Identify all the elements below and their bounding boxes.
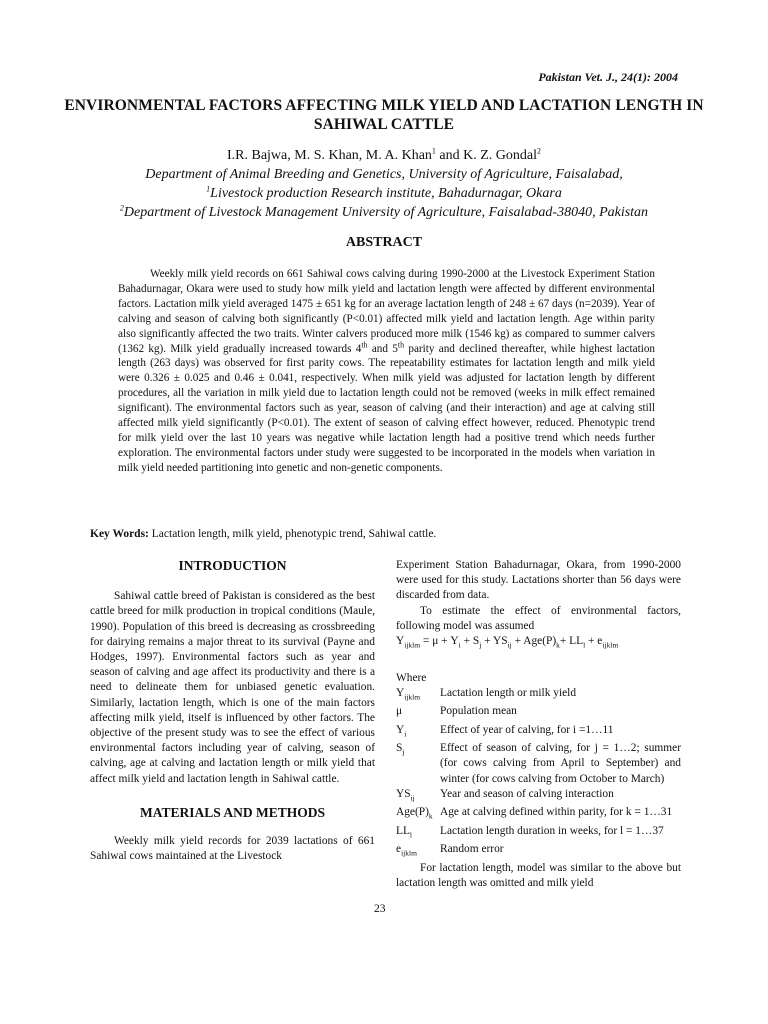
definition-row [396,686,681,704]
introduction-heading: INTRODUCTION [178,558,287,573]
abstract-text-3: parity and declined thereafter, while highest lactation length (263 days) was observed for first parity cows. The repeatability estimates for lactation length and milk yield were 0.326 ± 0.025 and 0.46 ± 0.041, respectively. When milk yield was adjusted for lactation length by different procedures, all the variation in milk yield due to lactation length could not be removed (weeks in milk effect remained significant). The environmental factors such as year, season of calving (and their interaction) and age at calving still affected milk yield significantly (P<0.01). The extent of season of calving effect however, reduced. Phenotypic trend for milk yield over the last 10 years was negative while lactation length had a positive trend which needs further exploration. The environmental factors under study were suggested to be incorporated in the models when variation in milk yield needed partitioning into genetic and non-genetic components. [118,342,656,474]
eq-ij-sub: ij [507,640,512,650]
definition-text: Lactation length duration in weeks, for l = 1…37 [440,824,664,837]
abstract-sup-th-2: th [397,339,405,349]
authors-part-2: and K. Z. Gondal [435,148,538,163]
eq-i-sub: i [458,640,461,650]
eq-part-1: = μ + Y [420,635,459,648]
eq-k-sub: k [556,640,560,650]
definition-row [396,842,681,860]
journal-citation: Pakistan Vet. J., 24(1): 2004 [538,70,678,84]
abstract-heading: ABSTRACT [345,235,423,250]
eq-j-sub: j [479,640,482,650]
definition-symbol: $S_j$ [396,742,405,757]
definition-symbol: $e_{ijklm}$ [396,843,417,858]
definition-text: Population mean [440,705,517,718]
definition-list [396,686,681,861]
affiliation-1-text: Livestock production Research institute, Bahadurnagar, Okara [210,186,562,201]
right-column [396,558,681,891]
definition-row [396,787,681,805]
author-affil-sup-1: 1 [431,146,436,156]
paper-title: ENVIRONMENTAL FACTORS AFFECTING MILK YIELD AND LACTATION LENGTH IN SAHIWAL CATTLE [64,97,704,133]
methods-paragraph-2: To estimate the effect of environmental factors, following model was assumed [396,604,681,632]
definition-text: Lactation length or milk yield [440,686,577,699]
eq-part-2: + S [460,635,480,648]
abstract-body [118,267,655,476]
author-list [60,146,708,165]
eq-e-sub: ijklm [602,640,619,650]
eq-y: Y [396,635,405,648]
definition-row [396,805,681,823]
methods-heading: MATERIALS AND METHODS [139,804,326,820]
eq-part-4: + Age(P) [511,635,557,648]
author-affil-sup-2: 2 [537,146,542,156]
definition-row [396,741,681,787]
eq-part-3: + YS [481,635,508,648]
definition-symbol: $Y_i$ [396,723,407,738]
left-column [90,558,375,864]
definition-row [396,704,681,722]
model-equation [396,634,681,652]
eq-part-5: + LL [559,635,584,648]
where-label: Where [396,671,427,684]
definition-text: Random error [440,843,504,856]
affiliation-1 [40,184,728,203]
definition-text: Effect of year of calving, for i =1…11 [440,723,614,736]
authors-part-1: I.R. Bajwa, M. S. Khan, M. A. Khan [226,148,432,163]
abstract-sup-th-1: th [361,339,368,349]
affiliation-2-text: Department of Livestock Management University of Agriculture, Faisalabad-38040, Pakistan [123,205,649,220]
definition-row [396,824,681,842]
abstract-text-2: and 5 [367,342,398,355]
definition-text: Year and season of calving interaction [440,787,614,800]
abstract-text-1: Weekly milk yield records on 661 Sahiwal cows calving during 1990-2000 at the Livestock Experiment Station Bahadurnagar, Okara were used to study how milk yield and lactation length were affected by different environmental factors. Lactation milk yield averaged 1475 ± 651 kg for an average lactation length of 248 ± 67 days (n=2039). Year of calving and season of calving both significantly (P<0.01) affected milk yield and lactation length. Age within parity also significantly affected the two traits. Winter calvers produced more milk (1546 kg) as compared to summer calvers (1362 kg). Milk yield gradually increased towards 4 [118,268,655,355]
definition-symbol: μ [396,705,403,718]
definition-symbol: $YS_{ij}$ [396,787,415,803]
definition-text: Age at calving defined within parity, for k = 1…31 [440,806,673,819]
definition-text: Effect of season of calving, for j = 1…2; summer (for cows calving from April to September) and winter (for cows calving from October to March) [440,742,681,785]
affiliation-1-sup: 1 [206,184,211,194]
affiliation-0: Department of Animal Breeding and Genetics, University of Agriculture, Faisalabad, [145,167,623,182]
definition-symbol: $Y_{ijklm}$ [396,686,421,701]
methods-paragraph-3: For lactation length, model was similar to the above but lactation length was omitted and milk yield [396,861,681,889]
page-number: 23 [374,903,386,915]
affiliation-2-sup: 2 [119,203,124,213]
definition-symbol: $Age(P)_k$ [396,806,433,821]
eq-l-sub: l [583,640,586,650]
definition-symbol: $LL_l$ [396,824,413,840]
introduction-text: Sahiwal cattle breed of Pakistan is considered as the best cattle breed for milk production in tropical conditions (Maule, 1990). Population of this breed is decreasing as crossbreeding for dairying remains a major threat to its survival (Payne and Hodges, 1997). Environmental factors such as year and season of calving and age affect its productivity and there is a need to delineate them for unbiased genetic evaluation. Similarly, lactation length, which is one of the main factors affecting milk yield, itself is influenced by other factors. The objective of the present study was to see the effect of various environmental factors including year of calving, season of calving, age at calving and lactation length or milk yield that affect milk yield and lactation length in Sahiwal cattle. [90,590,375,785]
keywords-text: Lactation length, milk yield, phenotypic trend, Sahiwal cattle. [148,528,437,540]
affiliation-2 [40,203,728,222]
keywords-line [90,528,690,540]
eq-y-sub: ijklm [404,640,421,650]
methods-paragraph-1-continued: Experiment Station Bahadurnagar, Okara, from 1990-2000 were used for this study. Lactations shorter than 56 days were discarded from data. [396,559,681,602]
definition-row [396,723,681,741]
keywords-label: Key Words: [90,528,149,540]
eq-part-6: + e [585,635,603,648]
methods-paragraph-1: Weekly milk yield records for 2039 lactations of 661 Sahiwal cows maintained at the Livestock [90,835,375,863]
